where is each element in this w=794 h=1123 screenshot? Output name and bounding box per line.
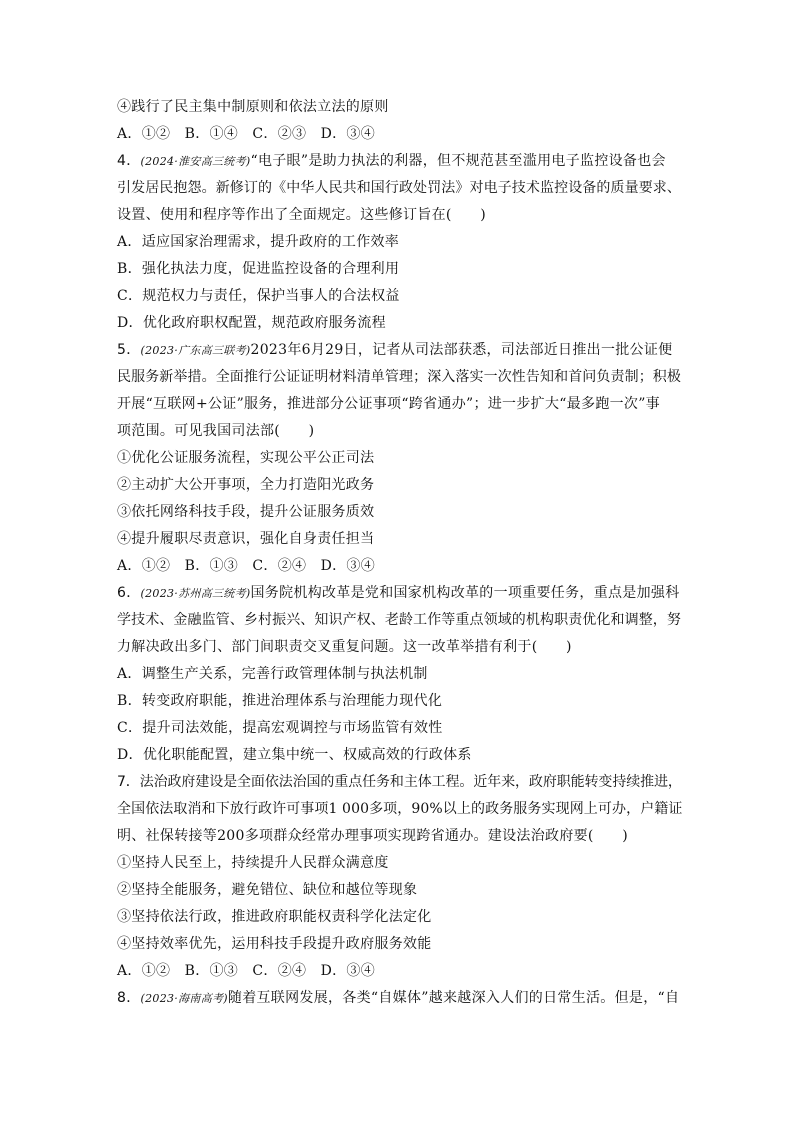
q7-line-3: 明、社保转接等200多项群众经常办理事项实现跨省通办。建设法治政府要( ) [117,828,629,844]
q4-source: (2024·淮安高三统考) [140,155,251,168]
q6-option-b: B．转变政府职能，推进治理体系与治理能力现代化 [117,693,443,709]
q7-stem-1: 法治政府建设是全面依法治国的重点任务和主体工程。近年来，政府职能转变持续推进， [139,774,682,790]
q7-line-2: 全国依法取消和下放行政许可事项1 000多项，90%以上的政务服务实现网上可办，户籍证 [117,801,683,817]
q4-option-a: A．适应国家治理需求，提升政府的工作效率 [117,234,400,250]
q5-choices: A．①② B．①③ C．②④ D．③④ [117,558,376,574]
q6-stem-1: 国务院机构改革是党和国家机构改革的一项重要任务，重点是加强科 [250,585,680,601]
q8-line-1 [117,985,683,1012]
q5-line-1 [117,337,683,364]
q4-option-c: C．规范权力与责任，保护当事人的合法权益 [117,288,400,304]
q5-line-3: 开展“互联网+公证”服务，推进部分公证事项“跨省通办”；进一步扩大“最多跑一次”事 [117,396,660,412]
q4-line-1 [117,148,683,175]
q7-item-3: ③坚持依法行政，推进政府职能权责科学化法定化 [117,909,432,925]
q6-number: 6． [117,585,141,601]
q5-source: (2023·广东高三联考) [140,344,251,357]
q5-line-4: 项范围。可见我国司法部( ) [117,423,315,439]
q7-number: 7． [117,774,140,790]
exam-page [117,94,683,1012]
q6-option-a: A．调整生产关系，完善行政管理体制与执法机制 [117,666,428,682]
q5-stem-1: 2023年6月29日，记者从司法部获悉，司法部近日推出一批公证便 [250,342,673,358]
q6-line-3: 力解决政出多门、部门间职责交叉重复问题。这一改革举措有利于( ) [117,639,572,655]
q3-item-4: ④践行了民主集中制原则和依法立法的原则 [117,99,389,115]
q7-item-2: ②坚持全能服务，避免错位、缺位和越位等现象 [117,882,418,898]
q4-number: 4． [117,153,141,169]
q8-source: (2023·海南高考) [140,992,228,1005]
q5-item-3: ③依托网络科技手段，提升公证服务质效 [117,504,375,520]
q4-option-d: D．优化政府职权配置，规范政府服务流程 [117,315,386,331]
q6-option-c: C．提升司法效能，提高宏观调控与市场监管有效性 [117,720,443,736]
q5-item-2: ②主动扩大公开事项，全力打造阳光政务 [117,477,375,493]
q7-choices: A．①② B．①③ C．②④ D．③④ [117,963,376,979]
q6-line-1 [117,580,683,607]
q4-line-3: 设置、使用和程序等作出了全面规定。这些修订旨在( ) [117,207,487,223]
q4-option-b: B．强化执法力度，促进监控设备的合理利用 [117,261,400,277]
q5-item-4: ④提升履职尽责意识，强化自身责任担当 [117,531,375,547]
q5-number: 5． [117,342,141,358]
q7-item-1: ①坚持人民至上，持续提升人民群众满意度 [117,855,389,871]
q6-line-2: 学技术、金融监管、乡村振兴、知识产权、老龄工作等重点领域的机构职责优化和调整，努 [117,612,681,628]
q4-stem-1: “电子眼”是助力执法的利器，但不规范甚至滥用电子监控设备也会 [250,153,666,169]
q7-item-4: ④坚持效率优先，运用科技手段提升政府服务效能 [117,936,432,952]
q8-stem-1: 随着互联网发展，各类“自媒体”越来越深入人们的日常生活。但是，“自 [227,990,680,1006]
q5-item-1: ①优化公证服务流程，实现公平公正司法 [117,450,375,466]
q6-option-d: D．优化职能配置，建立集中统一、权威高效的行政体系 [117,747,472,763]
q4-line-2: 引发居民抱怨。新修订的《中华人民共和国行政处罚法》对电子技术监控设备的质量要求、 [117,180,681,196]
q3-choices: A．①② B．①④ C．②③ D．③④ [117,126,376,142]
q5-line-2: 民服务新举措。全面推行公证证明材料清单管理；深入落实一次性告知和首问负责制；积极 [117,369,681,385]
q7-line-1 [117,769,683,796]
q6-source: (2023·苏州高三统考) [140,587,251,600]
q8-number: 8． [117,990,141,1006]
